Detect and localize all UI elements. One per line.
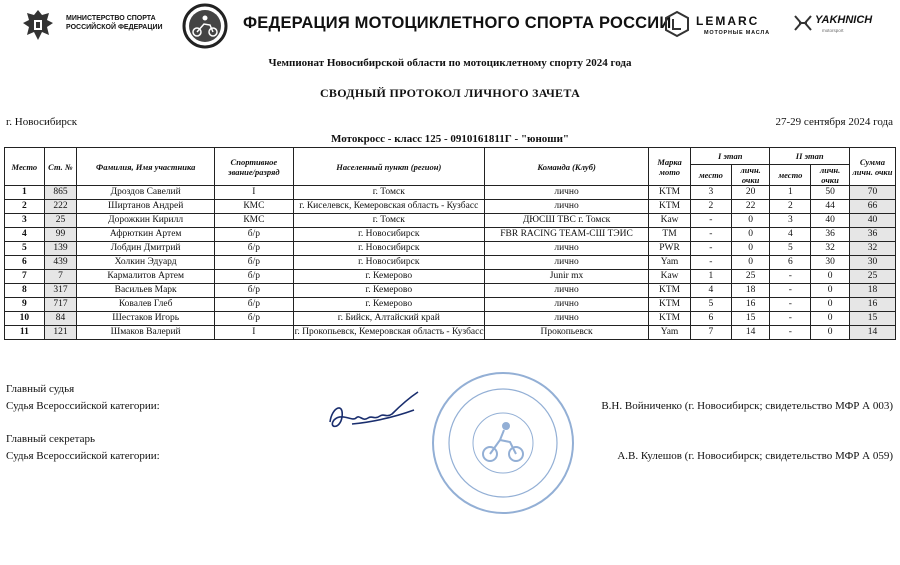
cell-sum: 36 — [849, 228, 895, 242]
official-stamp-icon — [428, 368, 578, 518]
cell-team: Прокопьевск — [484, 326, 648, 340]
cell-stage-1-points: 18 — [731, 284, 770, 298]
table-row — [5, 214, 896, 228]
cell-sum: 14 — [849, 326, 895, 340]
cell-rank: КМС — [215, 214, 293, 228]
cell-place: 11 — [5, 326, 45, 340]
cell-stage-2-place: - — [770, 298, 811, 312]
secretary-title: Главный секретарь — [6, 433, 95, 445]
cell-stage-1-points: 20 — [731, 186, 770, 200]
cell-stage-2-place: 1 — [770, 186, 811, 200]
cell-rank: б/р — [215, 284, 293, 298]
cell-brand: PWR — [649, 242, 691, 256]
cell-stage-2-points: 0 — [811, 298, 850, 312]
table-row — [5, 270, 896, 284]
cell-stage-2-place: 6 — [770, 256, 811, 270]
table-row — [5, 298, 896, 312]
cell-brand: KTM — [649, 284, 691, 298]
cell-sum: 40 — [849, 214, 895, 228]
cell-stage-1-points: 15 — [731, 312, 770, 326]
cell-stage-2-points: 0 — [811, 326, 850, 340]
cell-team: лично — [484, 312, 648, 326]
cell-team: ДЮСШ ТВС г. Томск — [484, 214, 648, 228]
cell-stage-2-place: - — [770, 284, 811, 298]
cell-name: Ковалев Глеб — [77, 298, 215, 312]
results-table — [4, 147, 896, 340]
cell-stage-1-place: 3 — [690, 186, 731, 200]
cell-stage-1-place: - — [690, 228, 731, 242]
cell-city: г. Кемерово — [293, 284, 484, 298]
cell-stage-2-points: 36 — [811, 228, 850, 242]
cell-stage-2-points: 44 — [811, 200, 850, 214]
cell-place: 8 — [5, 284, 45, 298]
cell-sum: 66 — [849, 200, 895, 214]
cell-rank: I — [215, 326, 293, 340]
cell-stage-2-points: 0 — [811, 270, 850, 284]
lemarc-subtitle: МОТОРНЫЕ МАСЛА — [704, 30, 770, 36]
cell-name: Лобдин Дмитрий — [77, 242, 215, 256]
cell-stage-2-place: - — [770, 326, 811, 340]
cell-rank: б/р — [215, 298, 293, 312]
cell-name: Шмаков Валерий — [77, 326, 215, 340]
header-sum: Сумма личн. очки — [849, 148, 895, 186]
cell-place: 9 — [5, 298, 45, 312]
header-stage-2: II этап — [770, 148, 849, 165]
header-number: Ст. № — [44, 148, 76, 186]
table-header-row — [5, 148, 896, 165]
cell-city: г. Кемерово — [293, 298, 484, 312]
cell-rank: б/р — [215, 312, 293, 326]
table-row — [5, 186, 896, 200]
cell-stage-1-place: 7 — [690, 326, 731, 340]
header-team: Команда (Клуб) — [484, 148, 648, 186]
cell-city: г. Кемерово — [293, 270, 484, 284]
header-stage-2-place: место — [770, 165, 811, 186]
cell-team: FBR RACING TEAM-СШ ТЭИС — [484, 228, 648, 242]
cell-team: лично — [484, 298, 648, 312]
yakhnich-brand: YAKHNICH — [815, 14, 873, 26]
cell-city: г. Прокопьевск, Кемеровская область - Кузбасс — [293, 326, 484, 340]
ministry-line-2: РОССИЙСКОЙ ФЕДЕРАЦИИ — [66, 24, 163, 31]
table-row — [5, 326, 896, 340]
lemarc-logo-icon — [664, 10, 690, 38]
event-dates: 27-29 сентября 2024 года — [775, 116, 893, 128]
cell-number: 84 — [44, 312, 76, 326]
cell-stage-1-place: 6 — [690, 312, 731, 326]
cell-stage-2-points: 30 — [811, 256, 850, 270]
cell-stage-1-points: 0 — [731, 242, 770, 256]
cell-brand: Kaw — [649, 270, 691, 284]
cell-name: Афрюткин Артем — [77, 228, 215, 242]
header-rank: Спортивное звание/разряд — [215, 148, 293, 186]
cell-rank: б/р — [215, 256, 293, 270]
cell-stage-2-points: 32 — [811, 242, 850, 256]
judge-name: В.Н. Войниченко (г. Новосибирск; свидетельство МФР А 003) — [601, 400, 893, 412]
table-row — [5, 256, 896, 270]
cell-stage-2-points: 0 — [811, 284, 850, 298]
judge-category: Судья Всероссийской категории: — [6, 400, 160, 412]
ministry-name — [66, 14, 163, 32]
cell-rank: I — [215, 186, 293, 200]
header-city: Населенный пункт (регион) — [293, 148, 484, 186]
cell-city: г. Бийск, Алтайский край — [293, 312, 484, 326]
cell-place: 1 — [5, 186, 45, 200]
cell-place: 7 — [5, 270, 45, 284]
cell-stage-2-place: 5 — [770, 242, 811, 256]
cell-stage-2-place: 3 — [770, 214, 811, 228]
cell-number: 7 — [44, 270, 76, 284]
table-row — [5, 200, 896, 214]
cell-brand: TM — [649, 228, 691, 242]
cell-rank: КМС — [215, 200, 293, 214]
cell-rank: б/р — [215, 228, 293, 242]
cell-sum: 32 — [849, 242, 895, 256]
secretary-name: А.В. Кулешов (г. Новосибирск; свидетельство МФР А 059) — [617, 450, 893, 462]
cell-stage-2-points: 0 — [811, 312, 850, 326]
cell-stage-2-place: - — [770, 312, 811, 326]
championship-title: Чемпионат Новосибирской области по мотоциклетному спорту 2024 года — [268, 57, 632, 69]
judge-title: Главный судья — [6, 383, 75, 395]
cell-name: Дроздов Савелий — [77, 186, 215, 200]
yakhnich-logo-icon — [793, 14, 813, 32]
table-row — [5, 312, 896, 326]
ministry-line-1: МИНИСТЕРСТВО СПОРТА — [66, 15, 156, 22]
cell-stage-1-place: 2 — [690, 200, 731, 214]
cell-number: 717 — [44, 298, 76, 312]
cell-stage-1-points: 16 — [731, 298, 770, 312]
cell-sum: 30 — [849, 256, 895, 270]
table-row — [5, 284, 896, 298]
cell-number: 317 — [44, 284, 76, 298]
cell-name: Дорожкин Кирилл — [77, 214, 215, 228]
cell-stage-1-place: - — [690, 242, 731, 256]
cell-city: г. Новосибирск — [293, 256, 484, 270]
results-body — [5, 186, 896, 340]
cell-stage-1-points: 0 — [731, 228, 770, 242]
header-name: Фамилия, Имя участника — [77, 148, 215, 186]
cell-place: 5 — [5, 242, 45, 256]
cell-sum: 16 — [849, 298, 895, 312]
cell-stage-1-points: 14 — [731, 326, 770, 340]
cell-name: Васильев Марк — [77, 284, 215, 298]
cell-city: г. Новосибирск — [293, 228, 484, 242]
cell-sum: 25 — [849, 270, 895, 284]
cell-number: 25 — [44, 214, 76, 228]
cell-stage-1-place: - — [690, 214, 731, 228]
cell-stage-1-points: 22 — [731, 200, 770, 214]
cell-place: 6 — [5, 256, 45, 270]
federation-title: ФЕДЕРАЦИЯ МОТОЦИКЛЕТНОГО СПОРТА РОССИИ — [243, 14, 672, 32]
cell-brand: Yam — [649, 256, 691, 270]
cell-team: лично — [484, 186, 648, 200]
cell-stage-2-points: 40 — [811, 214, 850, 228]
cell-city: г. Киселевск, Кемеровская область - Кузбасс — [293, 200, 484, 214]
cell-place: 4 — [5, 228, 45, 242]
cell-brand: KTM — [649, 200, 691, 214]
cell-place: 10 — [5, 312, 45, 326]
header-stage-1-place: место — [690, 165, 731, 186]
cell-rank: б/р — [215, 242, 293, 256]
class-title: Мотокросс - класс 125 - 0910161811Г - "юноши" — [330, 133, 570, 145]
cell-city: г. Томск — [293, 214, 484, 228]
cell-stage-2-place: 2 — [770, 200, 811, 214]
secretary-category: Судья Всероссийской категории: — [6, 450, 160, 462]
cell-stage-1-points: 0 — [731, 256, 770, 270]
cell-sum: 18 — [849, 284, 895, 298]
lemarc-brand: LEMARC — [696, 14, 760, 28]
cell-number: 865 — [44, 186, 76, 200]
cell-team: лично — [484, 200, 648, 214]
federation-badge-icon — [182, 3, 228, 49]
cell-number: 99 — [44, 228, 76, 242]
cell-name: Кармалитов Артем — [77, 270, 215, 284]
cell-sum: 15 — [849, 312, 895, 326]
cell-name: Шестаков Игорь — [77, 312, 215, 326]
cell-name: Холкин Эдуард — [77, 256, 215, 270]
cell-stage-2-place: - — [770, 270, 811, 284]
signature-icon — [322, 382, 442, 452]
cell-team: Junir mx — [484, 270, 648, 284]
cell-number: 222 — [44, 200, 76, 214]
cell-brand: Yam — [649, 326, 691, 340]
header-place: Место — [5, 148, 45, 186]
cell-rank: б/р — [215, 270, 293, 284]
header-brand: Марка мото — [649, 148, 691, 186]
cell-brand: KTM — [649, 312, 691, 326]
cell-team: лично — [484, 242, 648, 256]
cell-stage-1-points: 0 — [731, 214, 770, 228]
cell-number: 139 — [44, 242, 76, 256]
cell-stage-1-points: 25 — [731, 270, 770, 284]
cell-number: 121 — [44, 326, 76, 340]
cell-number: 439 — [44, 256, 76, 270]
cell-place: 2 — [5, 200, 45, 214]
table-row — [5, 242, 896, 256]
cell-brand: KTM — [649, 298, 691, 312]
cell-name: Ширтанов Андрей — [77, 200, 215, 214]
header-stage-1-points: личн. очки — [731, 165, 770, 186]
event-city: г. Новосибирск — [6, 116, 78, 128]
table-row — [5, 228, 896, 242]
cell-place: 3 — [5, 214, 45, 228]
cell-stage-1-place: 4 — [690, 284, 731, 298]
cell-sum: 70 — [849, 186, 895, 200]
cell-stage-1-place: - — [690, 256, 731, 270]
cell-stage-2-points: 50 — [811, 186, 850, 200]
cell-stage-1-place: 1 — [690, 270, 731, 284]
cell-brand: Kaw — [649, 214, 691, 228]
cell-team: лично — [484, 256, 648, 270]
cell-stage-2-place: 4 — [770, 228, 811, 242]
cell-brand: KTM — [649, 186, 691, 200]
yakhnich-subtitle: motorsport — [822, 28, 844, 33]
cell-team: лично — [484, 284, 648, 298]
ministry-emblem-icon — [18, 6, 58, 46]
header-stage-1: I этап — [690, 148, 769, 165]
cell-stage-1-place: 5 — [690, 298, 731, 312]
protocol-title: СВОДНЫЙ ПРОТОКОЛ ЛИЧНОГО ЗАЧЕТА — [319, 86, 581, 100]
cell-city: г. Новосибирск — [293, 242, 484, 256]
cell-city: г. Томск — [293, 186, 484, 200]
header-stage-2-points: личн. очки — [811, 165, 850, 186]
